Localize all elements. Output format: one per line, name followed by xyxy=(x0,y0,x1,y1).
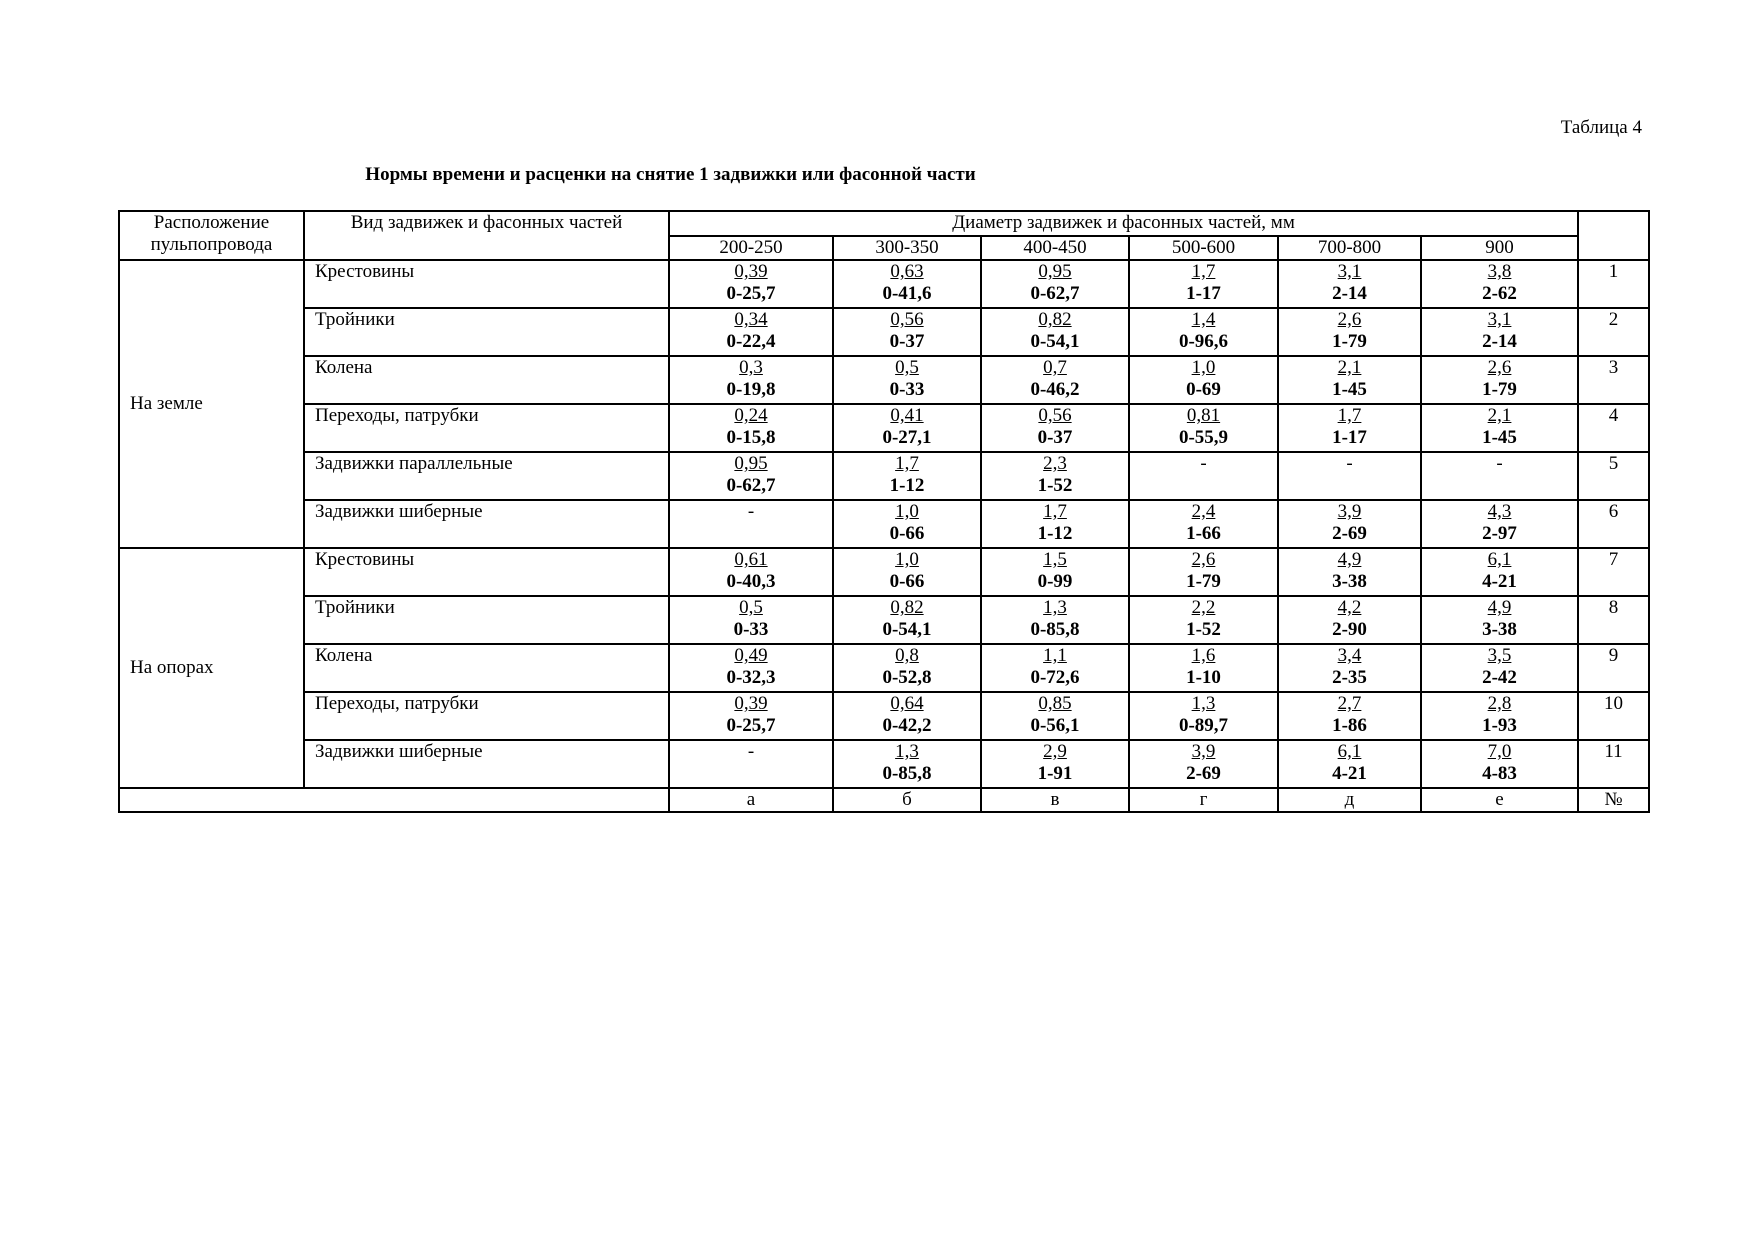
header-location: Расположение пульпопровода xyxy=(119,211,304,260)
rate-value: 1-12 xyxy=(889,475,925,496)
value-cell xyxy=(981,500,1129,548)
rate-value: 0-69 xyxy=(1186,379,1221,400)
rate-value: 0-96,6 xyxy=(1178,331,1229,352)
time-norm: 2,4 xyxy=(1191,501,1216,522)
time-norm: 1,7 xyxy=(1191,261,1216,282)
rate-value: 2-69 xyxy=(1332,523,1367,544)
rate-value: 4-21 xyxy=(1482,571,1517,592)
time-norm: 2,9 xyxy=(1043,741,1067,762)
rate-value: 0-99 xyxy=(1037,571,1073,592)
value-cell xyxy=(669,356,833,404)
value-cell xyxy=(1421,644,1578,692)
value-cell xyxy=(1129,260,1278,308)
fitting-type-cell: Задвижки шиберные xyxy=(304,500,669,548)
location-cell: На земле xyxy=(119,260,304,548)
footer-num-label: № xyxy=(1578,788,1649,812)
value-cell xyxy=(1129,356,1278,404)
time-norm: 2,7 xyxy=(1337,693,1362,714)
time-norm: 4,2 xyxy=(1337,597,1362,618)
time-norm: 1,0 xyxy=(895,549,919,570)
fitting-type-cell: Колена xyxy=(304,644,669,692)
rate-value: 0-25,7 xyxy=(726,715,776,736)
time-norm: 2,6 xyxy=(1337,309,1362,330)
table-row xyxy=(119,356,1649,404)
value-cell xyxy=(981,548,1129,596)
rate-value: 1-17 xyxy=(1186,283,1221,304)
value-cell xyxy=(1129,548,1278,596)
value-cell xyxy=(1129,644,1278,692)
rate-value: 0-40,3 xyxy=(726,571,776,592)
time-norm: 0,7 xyxy=(1043,357,1067,378)
empty-dash: - xyxy=(747,501,755,522)
time-norm: 0,56 xyxy=(1038,405,1072,426)
rate-value: 1-86 xyxy=(1332,715,1367,736)
time-norm: 1,7 xyxy=(1043,501,1067,522)
time-norm: 0,61 xyxy=(734,549,768,570)
fitting-type-cell: Задвижки шиберные xyxy=(304,740,669,788)
rate-value: 0-85,8 xyxy=(1030,619,1080,640)
rate-value: 0-33 xyxy=(733,619,769,640)
time-norm: 2,1 xyxy=(1487,405,1512,426)
value-cell xyxy=(833,692,981,740)
rate-value: 0-32,3 xyxy=(726,667,776,688)
footer-letter: е xyxy=(1421,788,1578,812)
time-norm: 4,9 xyxy=(1337,549,1362,570)
value-cell xyxy=(981,644,1129,692)
header-diameter: Диаметр задвижек и фасонных частей, мм xyxy=(669,211,1578,236)
rate-value: 0-54,1 xyxy=(1030,331,1080,352)
row-number-cell: 4 xyxy=(1578,404,1649,452)
value-cell xyxy=(833,404,981,452)
time-norm: 0,3 xyxy=(739,357,763,378)
row-number-cell: 1 xyxy=(1578,260,1649,308)
time-norm: 0,95 xyxy=(1038,261,1072,282)
time-norm: 0,49 xyxy=(734,645,768,666)
rate-value: 1-10 xyxy=(1186,667,1221,688)
rate-value: 0-56,1 xyxy=(1030,715,1080,736)
row-number-cell: 7 xyxy=(1578,548,1649,596)
footer-letter: в xyxy=(981,788,1129,812)
time-norm: 1,3 xyxy=(1191,693,1216,714)
time-norm: 0,81 xyxy=(1186,405,1221,426)
table-row xyxy=(119,644,1649,692)
table-number-label: Таблица 4 xyxy=(1560,117,1642,138)
time-norm: 0,63 xyxy=(890,261,924,282)
table-row xyxy=(119,260,1649,308)
time-norm: 3,8 xyxy=(1487,261,1512,282)
time-norm: 2,1 xyxy=(1337,357,1362,378)
time-norm: 0,5 xyxy=(739,597,763,618)
time-norm: 2,8 xyxy=(1487,693,1512,714)
rate-value: 1-79 xyxy=(1186,571,1221,592)
row-number-cell: 8 xyxy=(1578,596,1649,644)
fitting-type-cell: Крестовины xyxy=(304,260,669,308)
value-cell xyxy=(669,260,833,308)
rate-value: 0-66 xyxy=(889,523,925,544)
value-cell xyxy=(669,308,833,356)
time-norm: 2,6 xyxy=(1487,357,1512,378)
value-cell xyxy=(669,404,833,452)
rate-value: 2-14 xyxy=(1332,283,1367,304)
value-cell xyxy=(981,308,1129,356)
value-cell xyxy=(669,548,833,596)
row-number-cell: 2 xyxy=(1578,308,1649,356)
value-cell xyxy=(1129,596,1278,644)
rate-value: 0-52,8 xyxy=(882,667,932,688)
rate-value: 0-37 xyxy=(1037,427,1073,448)
rate-value: 1-45 xyxy=(1332,379,1367,400)
row-number-cell: 5 xyxy=(1578,452,1649,500)
rate-value: 1-52 xyxy=(1037,475,1073,496)
rate-value: 0-66 xyxy=(889,571,925,592)
time-norm: 3,1 xyxy=(1487,309,1512,330)
table-row xyxy=(119,404,1649,452)
value-cell xyxy=(1278,644,1421,692)
value-cell xyxy=(1278,404,1421,452)
value-cell xyxy=(669,740,833,788)
value-cell xyxy=(981,356,1129,404)
empty-dash: - xyxy=(747,741,755,762)
rate-value: 1-17 xyxy=(1332,427,1367,448)
rate-value: 0-37 xyxy=(889,331,925,352)
rate-value: 0-46,2 xyxy=(1030,379,1080,400)
value-cell xyxy=(1421,452,1578,500)
value-cell xyxy=(1278,740,1421,788)
row-number-cell: 11 xyxy=(1578,740,1649,788)
value-cell xyxy=(1421,740,1578,788)
time-norm: 0,41 xyxy=(890,405,924,426)
value-cell xyxy=(833,596,981,644)
value-cell xyxy=(1278,500,1421,548)
row-number-cell: 3 xyxy=(1578,356,1649,404)
time-norm: 3,9 xyxy=(1191,741,1216,762)
value-cell xyxy=(833,740,981,788)
empty-dash: - xyxy=(1346,453,1353,474)
time-norm: 0,24 xyxy=(734,405,768,426)
time-norm: 1,4 xyxy=(1191,309,1216,330)
rate-value: 0-62,7 xyxy=(1030,283,1080,304)
value-cell xyxy=(1421,260,1578,308)
row-number-cell: 9 xyxy=(1578,644,1649,692)
value-cell xyxy=(981,692,1129,740)
value-cell xyxy=(1129,404,1278,452)
footer-row xyxy=(119,788,1649,812)
fitting-type-cell: Колена xyxy=(304,356,669,404)
table-row xyxy=(119,500,1649,548)
time-norm: 2,2 xyxy=(1191,597,1216,618)
value-cell xyxy=(833,356,981,404)
rate-value: 1-93 xyxy=(1482,715,1517,736)
value-cell xyxy=(1421,356,1578,404)
row-number-cell: 10 xyxy=(1578,692,1649,740)
time-norm: 3,1 xyxy=(1337,261,1362,282)
rate-value: 2-42 xyxy=(1482,667,1517,688)
rate-value: 2-90 xyxy=(1332,619,1367,640)
value-cell xyxy=(669,692,833,740)
footer-blank xyxy=(119,788,669,812)
rate-value: 0-89,7 xyxy=(1178,715,1229,736)
header-diameter-col: 700-800 xyxy=(1278,236,1421,260)
time-norm: 1,6 xyxy=(1191,645,1216,666)
time-norm: 1,3 xyxy=(895,741,919,762)
rate-value: 0-42,2 xyxy=(882,715,932,736)
value-cell xyxy=(669,596,833,644)
rate-value: 0-54,1 xyxy=(882,619,932,640)
value-cell xyxy=(1421,500,1578,548)
value-cell xyxy=(981,596,1129,644)
rate-value: 3-38 xyxy=(1482,619,1517,640)
rate-value: 0-22,4 xyxy=(726,331,776,352)
fitting-type-cell: Переходы, патрубки xyxy=(304,404,669,452)
rate-value: 0-55,9 xyxy=(1178,427,1229,448)
rate-value: 0-19,8 xyxy=(726,379,776,400)
rate-value: 0-25,7 xyxy=(726,283,776,304)
time-norm: 1,7 xyxy=(1337,405,1362,426)
table-body xyxy=(119,260,1649,788)
fitting-type-cell: Крестовины xyxy=(304,548,669,596)
value-cell xyxy=(1278,692,1421,740)
value-cell xyxy=(669,500,833,548)
rate-value: 0-15,8 xyxy=(726,427,776,448)
value-cell xyxy=(1129,740,1278,788)
rate-value: 4-83 xyxy=(1482,763,1517,784)
value-cell xyxy=(833,452,981,500)
empty-dash: - xyxy=(1496,453,1503,474)
time-norm: 2,3 xyxy=(1043,453,1067,474)
time-norm: 1,0 xyxy=(895,501,919,522)
rate-value: 0-27,1 xyxy=(882,427,932,448)
time-norm: 7,0 xyxy=(1487,741,1512,762)
table-row xyxy=(119,308,1649,356)
value-cell xyxy=(981,452,1129,500)
rate-value: 1-66 xyxy=(1186,523,1221,544)
time-norm: 0,39 xyxy=(734,693,768,714)
rate-value: 1-79 xyxy=(1332,331,1367,352)
value-cell xyxy=(1278,548,1421,596)
value-cell xyxy=(833,308,981,356)
table-row xyxy=(119,692,1649,740)
rate-value: 2-35 xyxy=(1332,667,1367,688)
value-cell xyxy=(1421,548,1578,596)
table-row xyxy=(119,740,1649,788)
rate-value: 0-41,6 xyxy=(882,283,932,304)
rate-value: 2-14 xyxy=(1482,331,1517,352)
footer-letter: б xyxy=(833,788,981,812)
time-norm: 1,5 xyxy=(1043,549,1067,570)
header-number-blank xyxy=(1578,211,1649,260)
value-cell xyxy=(1129,692,1278,740)
rate-value: 4-21 xyxy=(1332,763,1367,784)
time-norm: 0,95 xyxy=(734,453,768,474)
table-row xyxy=(119,596,1649,644)
rate-value: 3-38 xyxy=(1332,571,1367,592)
value-cell xyxy=(1421,596,1578,644)
header-diameter-col: 900 xyxy=(1421,236,1578,260)
value-cell xyxy=(669,452,833,500)
value-cell xyxy=(981,260,1129,308)
rate-value: 0-33 xyxy=(889,379,925,400)
time-norm: 1,0 xyxy=(1191,357,1216,378)
norms-table xyxy=(118,210,1650,813)
value-cell xyxy=(981,404,1129,452)
value-cell xyxy=(833,500,981,548)
time-norm: 0,56 xyxy=(890,309,924,330)
value-cell xyxy=(1421,308,1578,356)
header-diameter-col: 500-600 xyxy=(1129,236,1278,260)
empty-dash: - xyxy=(1200,453,1207,474)
header-diameter-col: 200-250 xyxy=(669,236,833,260)
value-cell xyxy=(1278,356,1421,404)
rate-value: 1-52 xyxy=(1186,619,1221,640)
rate-value: 1-91 xyxy=(1037,763,1073,784)
table-row xyxy=(119,452,1649,500)
header-diameter-col: 300-350 xyxy=(833,236,981,260)
document-title: Нормы времени и расценки на снятие 1 задвижки или фасонной части xyxy=(365,164,976,185)
time-norm: 2,6 xyxy=(1191,549,1216,570)
value-cell xyxy=(833,260,981,308)
value-cell xyxy=(1421,692,1578,740)
row-number-cell: 6 xyxy=(1578,500,1649,548)
fitting-type-cell: Тройники xyxy=(304,596,669,644)
value-cell xyxy=(669,644,833,692)
rate-value: 0-85,8 xyxy=(882,763,932,784)
rate-value: 1-12 xyxy=(1037,523,1073,544)
rate-value: 1-45 xyxy=(1482,427,1517,448)
time-norm: 4,9 xyxy=(1487,597,1512,618)
time-norm: 0,39 xyxy=(734,261,768,282)
time-norm: 0,85 xyxy=(1038,693,1072,714)
value-cell xyxy=(1278,260,1421,308)
rate-value: 1-79 xyxy=(1482,379,1517,400)
time-norm: 0,64 xyxy=(890,693,924,714)
fitting-type-cell: Переходы, патрубки xyxy=(304,692,669,740)
time-norm: 0,82 xyxy=(1038,309,1072,330)
rate-value: 0-72,6 xyxy=(1030,667,1080,688)
time-norm: 1,1 xyxy=(1043,645,1067,666)
time-norm: 3,5 xyxy=(1487,645,1512,666)
time-norm: 1,7 xyxy=(895,453,919,474)
value-cell xyxy=(1278,452,1421,500)
rate-value: 2-69 xyxy=(1186,763,1221,784)
time-norm: 3,4 xyxy=(1337,645,1362,666)
footer-letter: г xyxy=(1129,788,1278,812)
fitting-type-cell: Тройники xyxy=(304,308,669,356)
value-cell xyxy=(1278,308,1421,356)
rate-value: 0-62,7 xyxy=(726,475,776,496)
time-norm: 0,5 xyxy=(895,357,919,378)
header-type: Вид задвижек и фасонных частей xyxy=(304,211,669,260)
time-norm: 6,1 xyxy=(1487,549,1512,570)
time-norm: 0,34 xyxy=(734,309,768,330)
time-norm: 4,3 xyxy=(1487,501,1512,522)
value-cell xyxy=(1278,596,1421,644)
footer-letter: а xyxy=(669,788,833,812)
value-cell xyxy=(1421,404,1578,452)
time-norm: 1,3 xyxy=(1043,597,1067,618)
value-cell xyxy=(981,740,1129,788)
value-cell xyxy=(1129,500,1278,548)
location-cell: На опорах xyxy=(119,548,304,788)
header-diameter-col: 400-450 xyxy=(981,236,1129,260)
rate-value: 2-62 xyxy=(1482,283,1517,304)
table-row xyxy=(119,548,1649,596)
time-norm: 6,1 xyxy=(1337,741,1362,762)
value-cell xyxy=(1129,308,1278,356)
footer-letter: д xyxy=(1278,788,1421,812)
value-cell xyxy=(833,644,981,692)
time-norm: 0,82 xyxy=(890,597,924,618)
time-norm: 0,8 xyxy=(895,645,919,666)
time-norm: 3,9 xyxy=(1337,501,1362,522)
value-cell xyxy=(1129,452,1278,500)
value-cell xyxy=(833,548,981,596)
rate-value: 2-97 xyxy=(1482,523,1517,544)
fitting-type-cell: Задвижки параллельные xyxy=(304,452,669,500)
